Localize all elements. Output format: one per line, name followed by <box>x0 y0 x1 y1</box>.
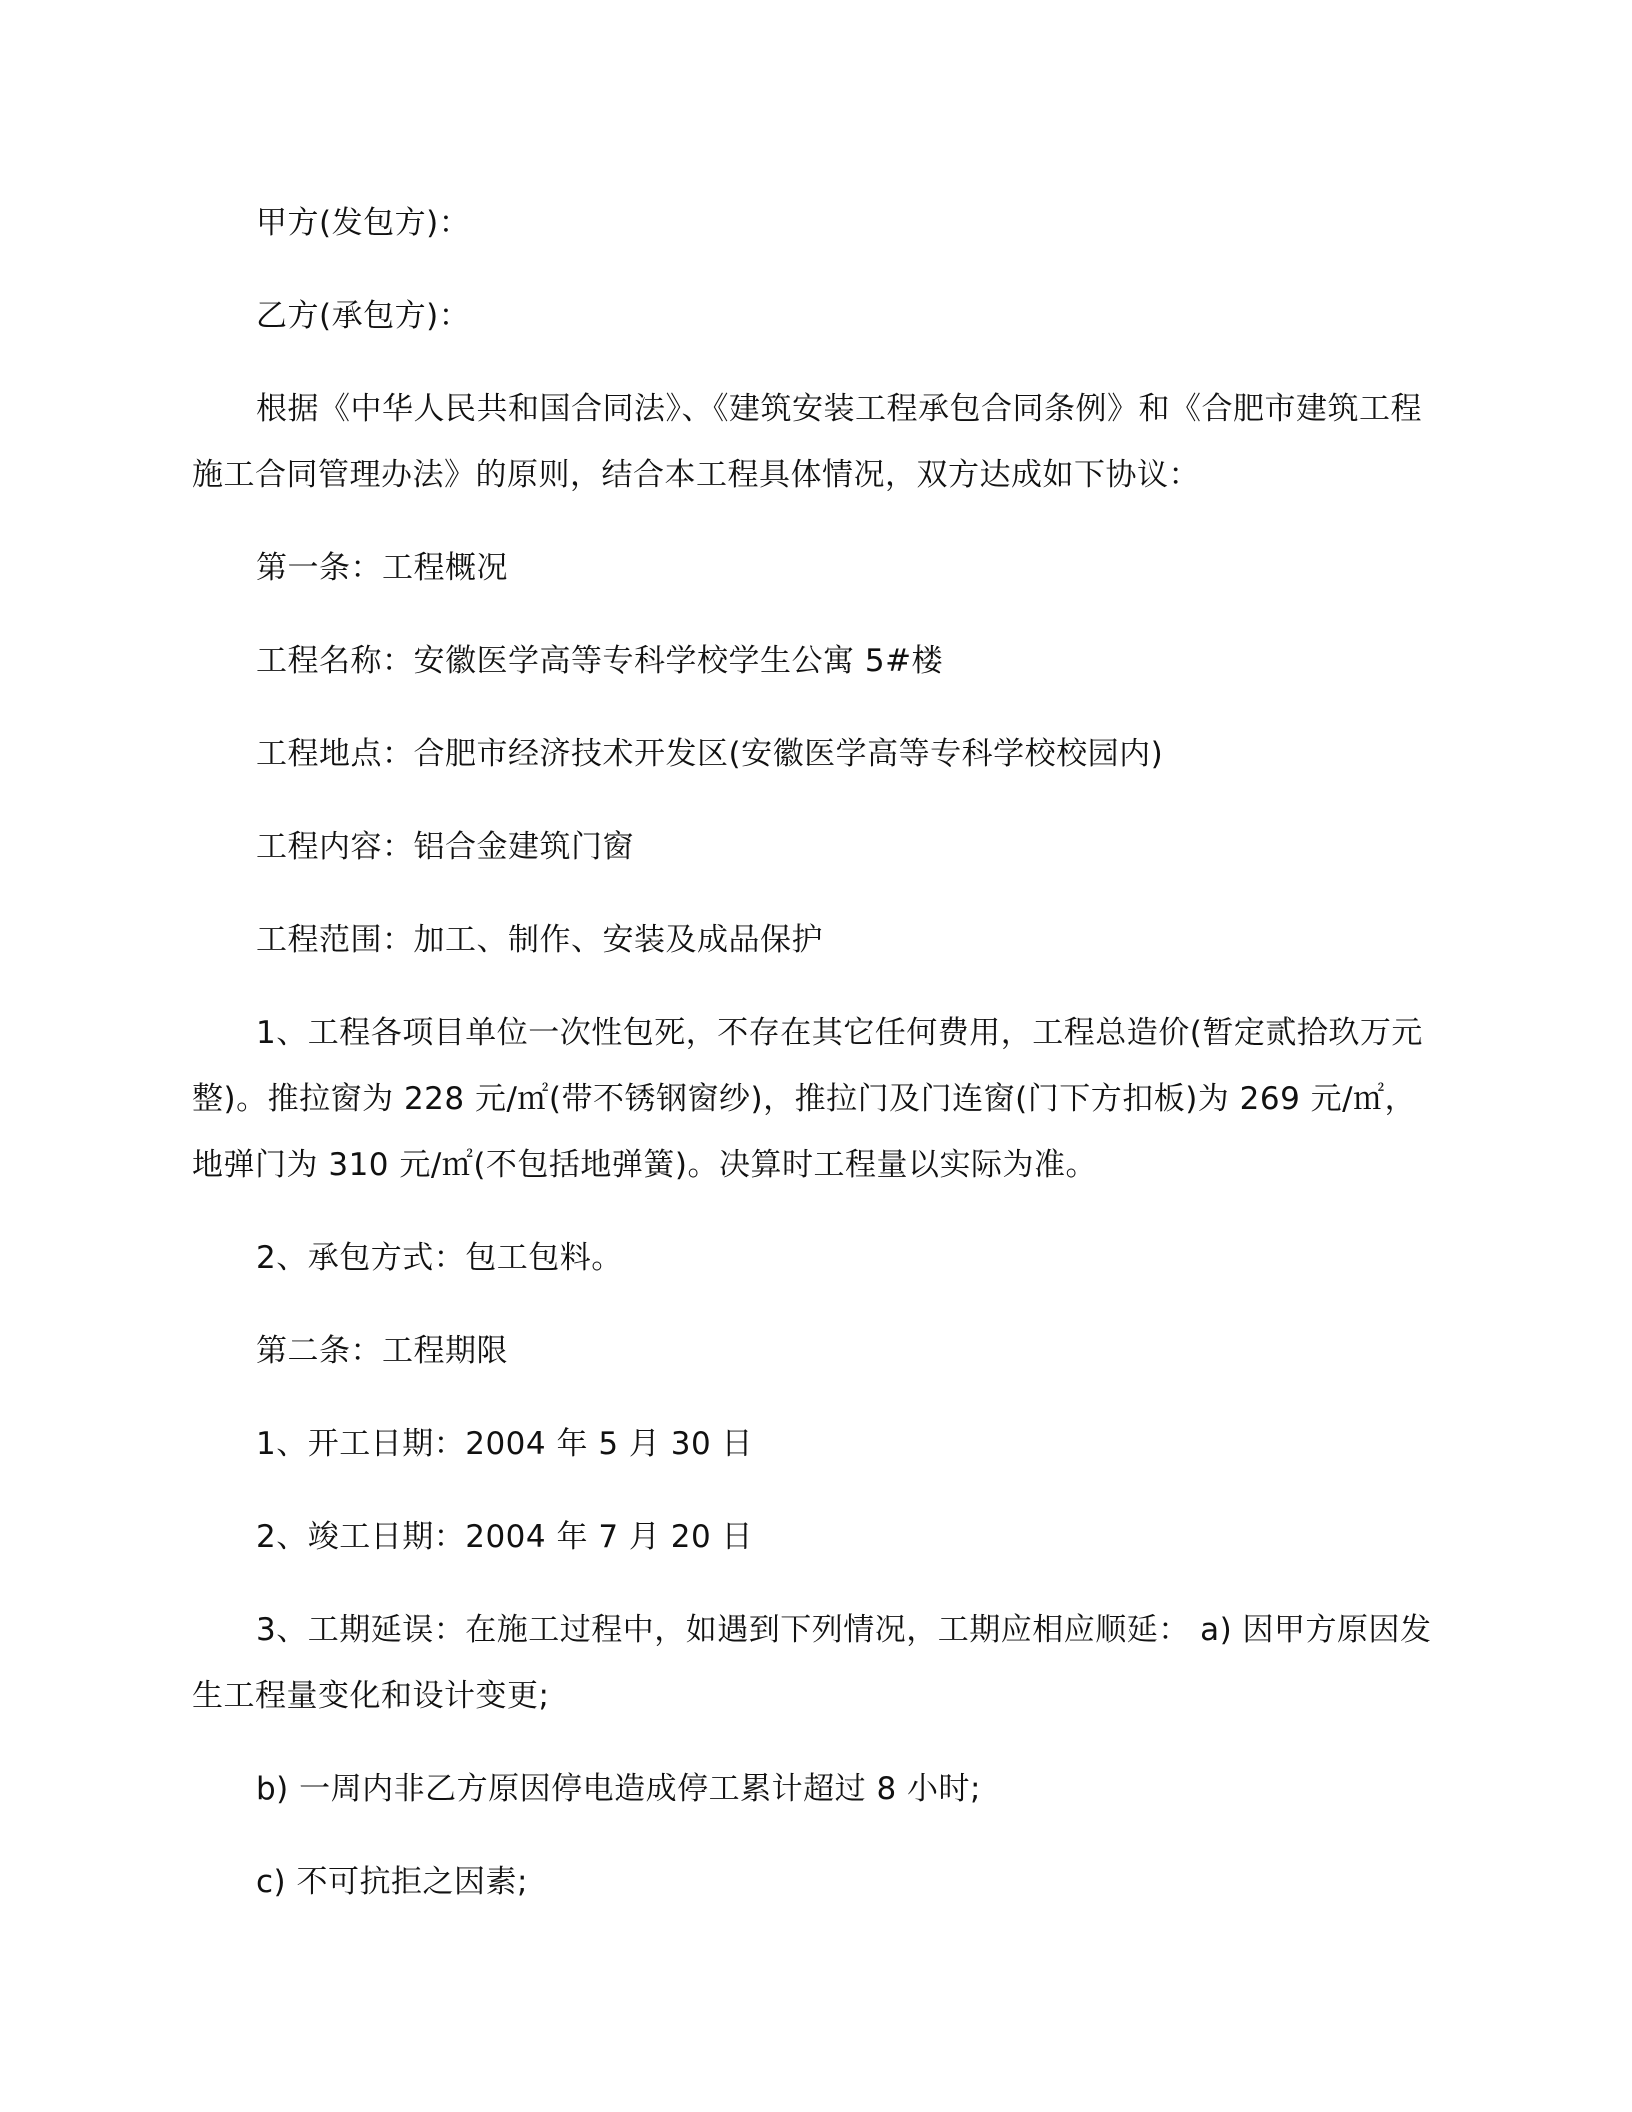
project-scope-line: 工程范围：加工、制作、安装及成品保护 <box>256 922 823 958</box>
project-location-line: 工程地点：合肥市经济技术开发区(安徽医学高等专科学校校园内) <box>256 736 1164 772</box>
pricing-clause-paragraph: 1、工程各项目单位一次性包死，不存在其它任何费用，工程总造价(暂定贰拾玖万元整)。推拉窗为 228 元/㎡(带不锈钢窗纱)，推拉门及门连窗(门下方扣板)为 269 元/㎡，地弹门为 310 元/㎡(不包括地弹簧)。决算时工程量以实际为准。 <box>192 1015 1423 1183</box>
article-2-heading: 第二条：工程期限 <box>256 1333 508 1369</box>
project-content-line: 工程内容：铝合金建筑门窗 <box>256 829 634 865</box>
delay-item-b: b) 一周内非乙方原因停电造成停工累计超过 8 小时; <box>256 1771 981 1807</box>
party-a-line: 甲方(发包方)： <box>256 205 471 241</box>
completion-date-line: 2、竣工日期：2004 年 7 月 20 日 <box>256 1519 754 1555</box>
document-body <box>192 190 1442 1915</box>
project-name-line: 工程名称：安徽医学高等专科学校学生公寓 5#楼 <box>256 643 944 679</box>
party-b-line: 乙方(承包方)： <box>256 298 471 334</box>
start-date-line: 1、开工日期：2004 年 5 月 30 日 <box>256 1426 754 1462</box>
delay-item-c: c) 不可抗拒之因素; <box>256 1864 528 1900</box>
preamble-paragraph: 根据《中华人民共和国合同法》、《建筑安装工程承包合同条例》和《合肥市建筑工程施工合同管理办法》的原则，结合本工程具体情况，双方达成如下协议： <box>192 391 1422 493</box>
article-1-heading: 第一条：工程概况 <box>256 550 508 586</box>
delay-clause-paragraph: 3、工期延误：在施工过程中，如遇到下列情况，工期应相应顺延： a) 因甲方原因发生工程量变化和设计变更; <box>192 1612 1432 1714</box>
contract-method-line: 2、承包方式：包工包料。 <box>256 1240 623 1276</box>
